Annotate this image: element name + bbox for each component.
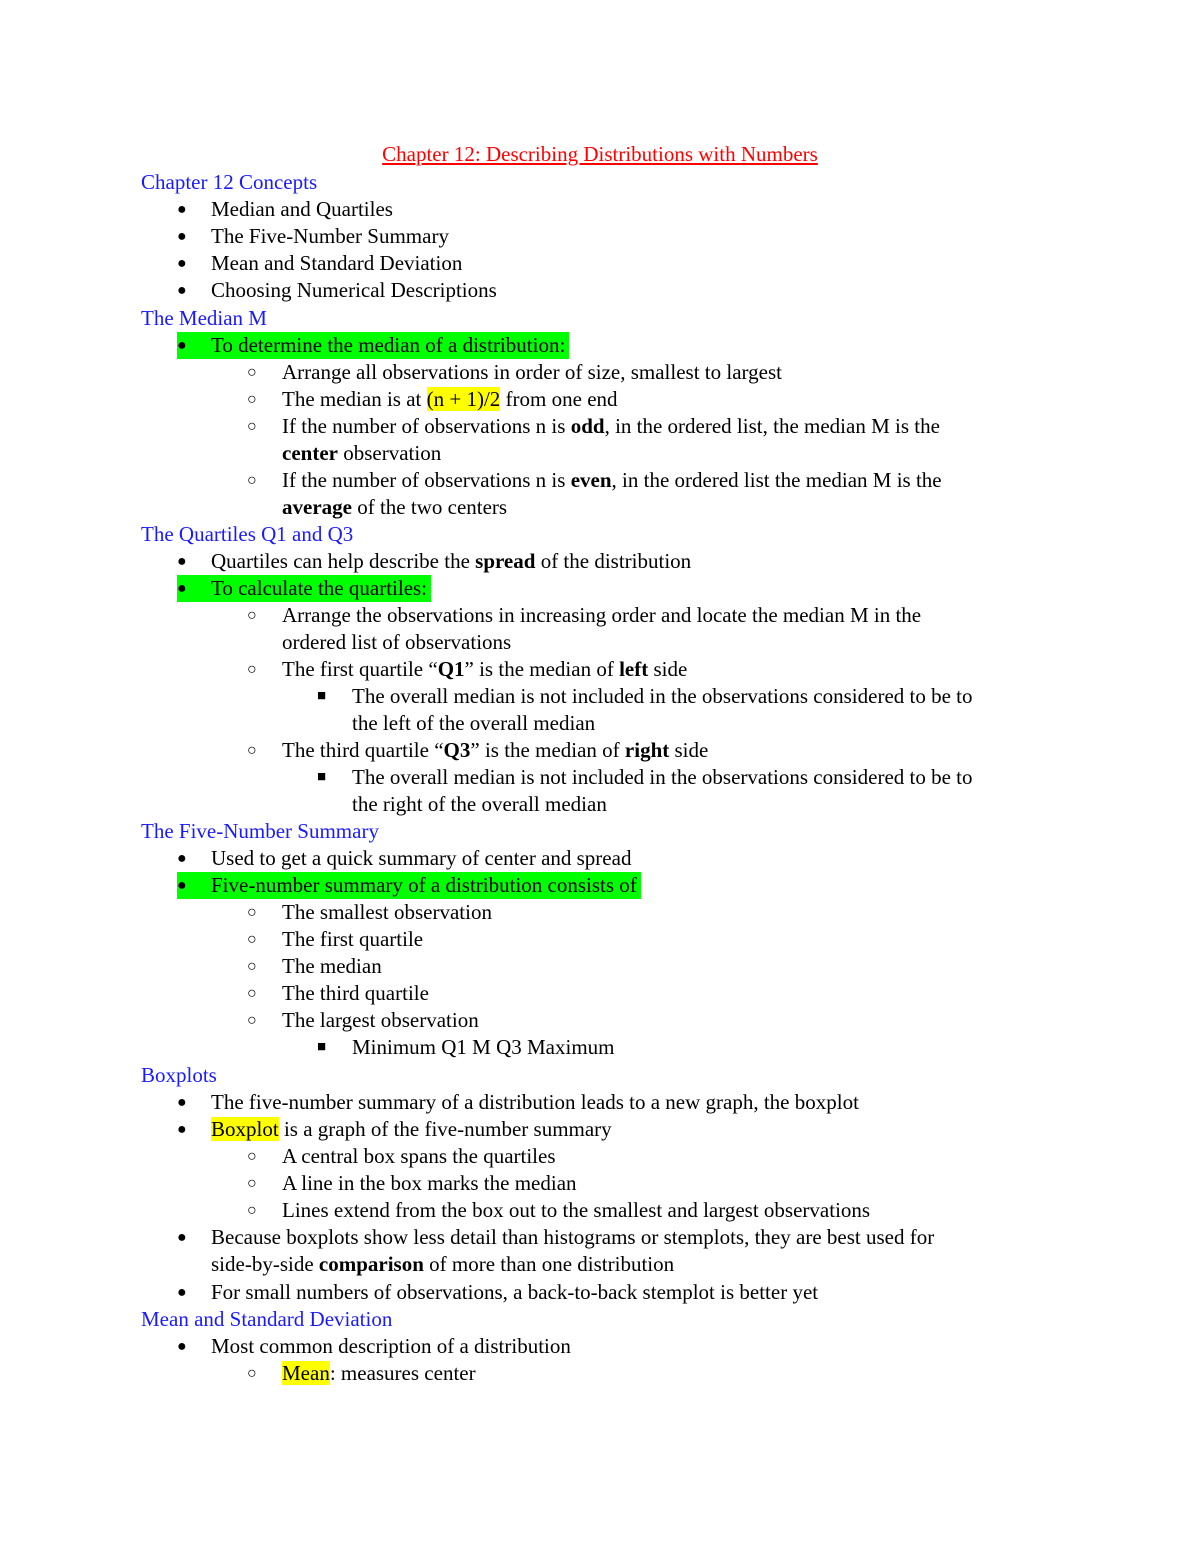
list-item: ● To calculate the quartiles: (177, 575, 431, 602)
list-item: ● The five-number summary of a distribution leads to a new graph, the boxplot (177, 1090, 859, 1114)
heading-mean-sd: Mean and Standard Deviation (141, 1307, 393, 1331)
bullet-icon: ● (177, 255, 187, 272)
heading-five-number: The Five-Number Summary (141, 819, 379, 843)
circle-bullet-icon: ○ (247, 742, 257, 759)
bullet-icon: ● (177, 553, 187, 570)
circle-bullet-icon: ○ (247, 472, 257, 489)
bullet-icon: ● (177, 228, 187, 245)
circle-bullet-icon: ○ (247, 1148, 257, 1165)
circle-bullet-icon: ○ (247, 1365, 257, 1382)
list-item-continuation: the right of the overall median (352, 792, 607, 816)
bullet-icon: ● (177, 877, 187, 894)
highlight-mean: Mean (282, 1361, 330, 1385)
list-item: ● The Five-Number Summary (177, 224, 449, 248)
list-item: ● Choosing Numerical Descriptions (177, 278, 497, 302)
circle-bullet-icon: ○ (247, 904, 257, 921)
bullet-icon: ● (177, 282, 187, 299)
list-item: ● Most common description of a distribution (177, 1334, 571, 1358)
list-item: ○ The median (247, 954, 382, 978)
list-item: ○ Arrange all observations in order of size, smallest to largest (247, 360, 782, 384)
bullet-icon: ● (177, 1094, 187, 1111)
list-item: ○ The largest observation (247, 1008, 479, 1032)
list-item: ○ The first quartile “Q1” is the median of left side (247, 657, 688, 681)
list-item: ● Quartiles can help describe the spread of the distribution (177, 549, 692, 573)
list-item: ● To determine the median of a distribution: (177, 332, 569, 359)
circle-bullet-icon: ○ (247, 364, 257, 381)
circle-bullet-icon: ○ (247, 1175, 257, 1192)
heading-boxplots: Boxplots (141, 1063, 217, 1087)
list-item: ○ If the number of observations n is even, in the ordered list the median M is the (247, 468, 942, 492)
square-bullet-icon: ■ (317, 769, 327, 785)
list-item-continuation: the left of the overall median (352, 711, 596, 735)
highlight-boxplot: Boxplot (211, 1117, 279, 1141)
highlight-formula: (n + 1)/2 (426, 387, 501, 411)
page-title: Chapter 12: Describing Distributions with Numbers (382, 142, 818, 166)
bullet-icon: ● (177, 1338, 187, 1355)
circle-bullet-icon: ○ (247, 391, 257, 408)
list-item-continuation: side-by-side comparison of more than one distribution (211, 1252, 675, 1276)
list-item: ● Because boxplots show less detail than histograms or stemplots, they are best used for (177, 1225, 935, 1249)
bullet-icon: ● (177, 1229, 187, 1246)
circle-bullet-icon: ○ (247, 607, 257, 624)
list-item: ○ The third quartile (247, 981, 429, 1005)
list-item: ○ Mean: measures center (247, 1361, 476, 1385)
circle-bullet-icon: ○ (247, 931, 257, 948)
list-item: ○ Lines extend from the box out to the smallest and largest observations (247, 1198, 871, 1222)
list-item: ○ A line in the box marks the median (247, 1171, 577, 1195)
list-item: ■ The overall median is not included in the observations considered to be to (317, 765, 973, 789)
list-item: ○ The third quartile “Q3” is the median of right side (247, 738, 709, 762)
list-item-continuation: center observation (282, 441, 442, 465)
circle-bullet-icon: ○ (247, 661, 257, 678)
list-item-continuation: average of the two centers (282, 495, 508, 519)
circle-bullet-icon: ○ (247, 1012, 257, 1029)
list-item: ○ The first quartile (247, 927, 424, 951)
bullet-icon: ● (177, 337, 187, 354)
list-item-continuation: ordered list of observations (282, 630, 512, 654)
circle-bullet-icon: ○ (247, 1202, 257, 1219)
list-item: ■ Minimum Q1 M Q3 Maximum (317, 1035, 615, 1059)
heading-median: The Median M (141, 306, 267, 330)
list-item: ○ The median is at (n + 1)/2 from one end (247, 387, 618, 411)
bullet-icon: ● (177, 201, 187, 218)
list-item: ● Mean and Standard Deviation (177, 251, 463, 275)
list-item: ○ If the number of observations n is odd, in the ordered list, the median M is the (247, 414, 940, 438)
list-item: ● Boxplot is a graph of the five-number summary (177, 1117, 612, 1141)
list-item: ■ The overall median is not included in the observations considered to be to (317, 684, 973, 708)
bullet-icon: ● (177, 1121, 187, 1138)
bullet-icon: ● (177, 580, 187, 597)
list-item: ● Used to get a quick summary of center and spread (177, 846, 632, 870)
square-bullet-icon: ■ (317, 1039, 327, 1055)
list-item: ○ A central box spans the quartiles (247, 1144, 556, 1168)
list-item: ● Median and Quartiles (177, 197, 393, 221)
circle-bullet-icon: ○ (247, 958, 257, 975)
heading-quartiles: The Quartiles Q1 and Q3 (141, 522, 354, 546)
bullet-icon: ● (177, 850, 187, 867)
bullet-icon: ● (177, 1284, 187, 1301)
heading-concepts: Chapter 12 Concepts (141, 170, 318, 194)
list-item: ● For small numbers of observations, a back-to-back stemplot is better yet (177, 1280, 819, 1304)
square-bullet-icon: ■ (317, 688, 327, 704)
list-item: ○ The smallest observation (247, 900, 492, 924)
list-item: ● Five-number summary of a distribution consists of (177, 872, 641, 899)
circle-bullet-icon: ○ (247, 418, 257, 435)
list-item: ○ Arrange the observations in increasing order and locate the median M in the (247, 603, 922, 627)
circle-bullet-icon: ○ (247, 985, 257, 1002)
